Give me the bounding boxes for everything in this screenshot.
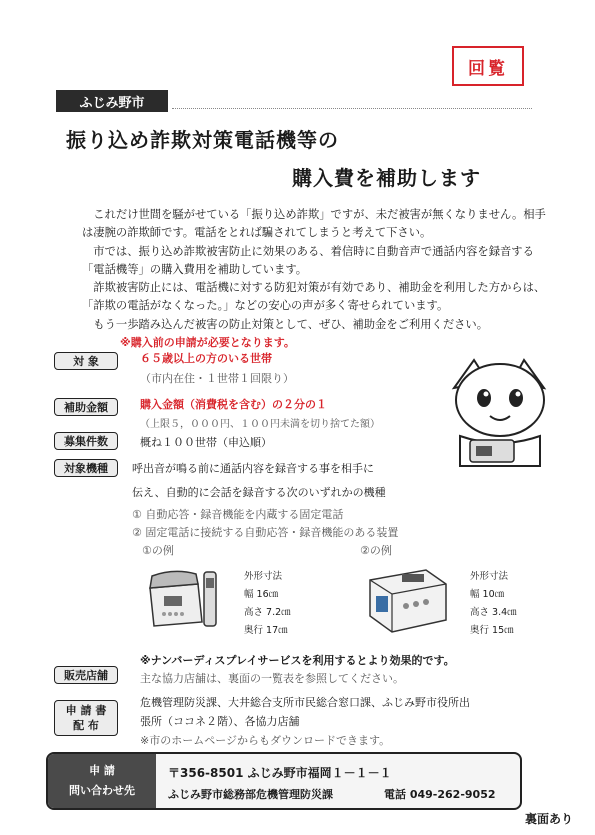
dimension-width: 幅 16㎝ [244,589,279,600]
shops-main: ※ナンバーディスプレイサービスを利用するとより効果的です。 [140,654,455,667]
intro-paragraph: もう一歩踏み込んだ被害の防止対策として、ぜひ、補助金をご利用ください。 [93,317,489,331]
subsidy-note: （上限５，０００円、１００円未満を切り捨てた額） [140,419,380,430]
distribution-label-line2: 配 布 [73,719,99,732]
distribution-label-line1: 申 請 書 [65,704,107,717]
intro-text [82,206,550,334]
intro-paragraph: これだけ世間を騒がせている「振り込め詐欺」ですが、未だ被害が無くなりません。相手は凄腕の詐欺師です。電話をとれば騙されてしまうと考えて下さい。 [82,208,546,240]
models-desc: 呼出音が鳴る前に通話内容を録音する事を相手に [132,462,374,475]
intro-paragraph: 詐欺被害防止には、電話機に対する防犯対策が有効であり、補助金を利用した方からは、「詐欺の電話がなくなった。」などの安心の声が多く寄せられています。 [82,281,546,313]
dimension-height: 高さ 3.4㎝ [470,607,517,618]
city-label: ふじみ野市 [56,90,168,112]
subsidy-label: 補助金額 [54,398,118,416]
dimensions-1 [244,568,291,640]
recruit-main: 概ね１００世帯（申込順） [140,436,272,449]
telephone-image [148,564,220,630]
contact-label-line1: 申 請 [89,764,115,777]
page-title-line2: 購入費を補助します [292,166,481,190]
subsidy-main: 購入金額（消費税を含む）の２分の１ [140,398,327,411]
shops-note: 主な協力店舗は、裏面の一覧表を参照してください。 [140,672,404,685]
dimensions-title: 外形寸法 [244,571,283,582]
target-note: （市内在住・１世帯１回限り） [140,372,294,385]
circulation-stamp: 回覧 [452,46,524,86]
contact-phone: 電話 049-262-9052 [384,788,496,801]
contact-label-line2: 問い合わせ先 [69,784,135,797]
shops-label: 販売店舗 [54,666,118,684]
dimensions-2 [470,568,517,640]
distribution-note: ※市のホームページからもダウンロードできます。 [140,734,391,747]
models-desc: 伝え、自動的に会話を録音する次のいずれかの機種 [132,486,386,499]
example-1-label: ①の例 [142,544,174,557]
intro-paragraph: 市では、振り込め詐欺被害防止に効果のある、着信時に自動音声で通話内容を録音する「電話機等」の購入費用を補助しています。 [82,244,534,276]
dimensions-title: 外形寸法 [470,571,509,582]
back-page-note: 裏面あり [524,812,573,826]
recruit-label: 募集件数 [54,432,118,450]
target-main: ６５歳以上の方のいる世帯 [140,352,272,365]
contact-address: 〒356-8501 ふじみ野市福岡１－１－１ [168,766,392,780]
contact-label [48,754,156,808]
divider [172,108,532,109]
distribution-line: 危機管理防災課、大井総合支所市民総合窓口課、ふじみ野市役所出 [140,696,470,709]
example-2-label: ②の例 [360,544,392,557]
dimension-width: 幅 10㎝ [470,589,505,600]
models-item-2: ② 固定電話に接続する自動応答・録音機能のある装置 [132,526,399,539]
dimension-height: 高さ 7.2㎝ [244,607,291,618]
recorder-device-image [366,566,450,634]
distribution-label [54,700,118,736]
warning-note: ※購入前の申請が必要となります。 [120,336,295,349]
dimension-depth: 奥行 17㎝ [244,625,288,636]
page-title-line1: 振り込め詐欺対策電話機等の [66,128,339,152]
dimension-depth: 奥行 15㎝ [470,625,514,636]
models-item-1: ① 自動応答・録音機能を内蔵する固定電話 [132,508,344,521]
mascot-illustration [440,348,560,468]
contact-department: ふじみ野市総務部危機管理防災課 [168,788,333,801]
target-label: 対 象 [54,352,118,370]
models-label: 対象機種 [54,459,118,477]
distribution-line: 張所（ココネ２階）、各協力店舗 [140,715,300,728]
